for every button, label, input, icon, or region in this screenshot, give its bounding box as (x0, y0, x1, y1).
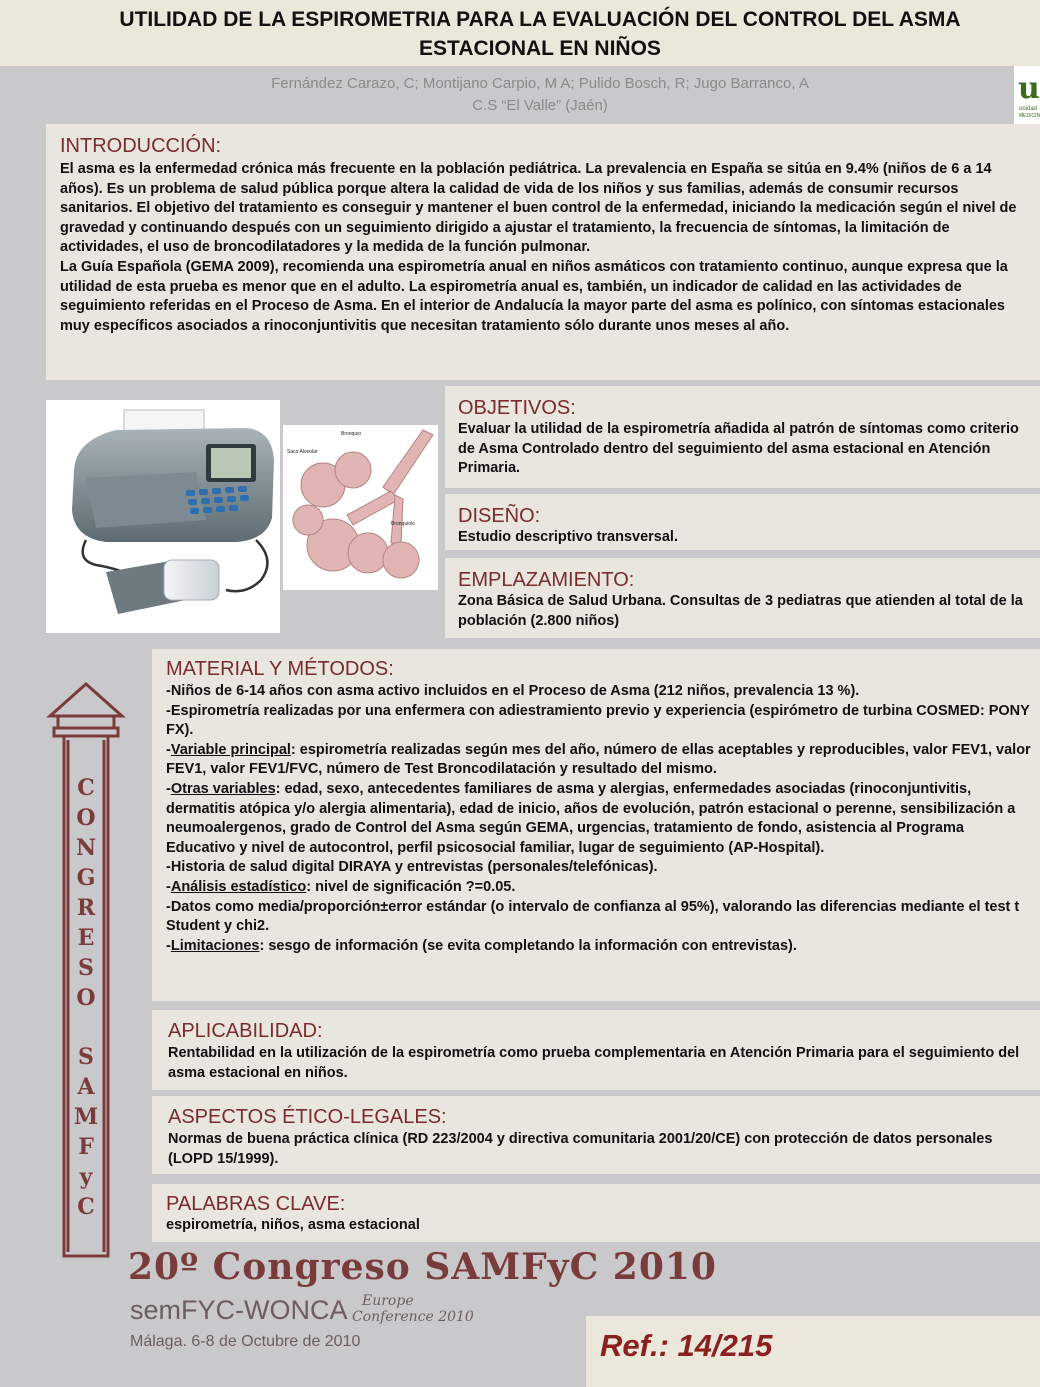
methods-heading: MATERIAL Y MÉTODOS: (166, 658, 394, 680)
congress-title: 20º Congreso SAMFyC 2010 (128, 1246, 717, 1288)
methods-item-label: Análisis estadístico (170, 878, 307, 895)
keywords-panel (152, 1184, 1040, 1242)
methods-item: -Niños de 6-14 años con asma activo incluidos en el Proceso de Asma (212 niños, prevalencia 13 %). (166, 683, 860, 699)
methods-item: -Historia de salud digital DIRAYA y entrevistas (personales/telefónicas). (166, 859, 658, 876)
venue-dates: Málaga. 6-8 de Octubre de 2010 (130, 1333, 361, 1350)
introduction-paragraph-1: El asma es la enfermedad crónica más frecuente en la población pediátrica. La prevalencia en España se sitúa en 9.4% (niños de 6 a 14 años). Es un problema de salud pública porque altera la calidad de vida de los niños y sus familias, además de consumir recursos sanitarios. El objetivo del tratamiento es conseguir y mantener el buen control de la enfermedad, iniciando la medicación según el nivel de gravedad y continuando después con un seguimiento dirigido a ajustar el tratamiento, la frecuencia de síntomas, la limitación de actividades, el uso de broncodilatadores y la medida de la función pulmonar. (60, 161, 1017, 256)
applicability-heading: APLICABILIDAD: (168, 1020, 323, 1042)
vertical-word-samfyc (68, 1042, 104, 1222)
methods-item: -Otras variables: edad, sexo, antecedentes familiares de asma y alergias, enfermedades asociadas (rinoconjuntivitis, dermatitis atópica y/o alergia alimentaria), edad de inicio, años de evolución, patrón estacional o perenne, sensibilización a neumoalergenos, grado de Control del Asma según GEMA, urgencias, tratamiento de fondo, asistencia al Programa Educativo y nivel de autocontrol, perfil psicosocial familiar, lugar de seguimiento (AP-Hospital). (166, 780, 1016, 856)
bronchioles-illustration (283, 425, 438, 590)
sidebar-letter: N (75, 835, 97, 861)
logo-text-2: MEDICIN (1019, 113, 1040, 119)
label-bronquiolo: Bronquiolo (391, 521, 415, 527)
europe-text: Europe (362, 1293, 414, 1309)
introduction-heading: INTRODUCCIÓN: (60, 135, 222, 157)
methods-item: -Análisis estadístico: nivel de significación ?=0.05. (166, 878, 516, 895)
methods-item: -Espirometría realizadas por una enfermera con adiestramiento previo y experiencia (espirómetro de turbina COSMED: PONY FX). (166, 702, 1030, 739)
introduction-paragraph-2: La Guía Española (GEMA 2009), recomienda una espirometría anual en niños asmáticos con tratamiento continuo, aunque expresa que la utilidad de esta prueba es menor que en el adulto. La espirometría anual es, también, un indicador de calidad en las actividades de seguimiento referidas en el Proceso de Asma. En el interior de Andalucía la mayor parte del asma es polínico, con síntomas estacionales muy específicos asociados a rinoconjuntivitis que necesitan tratamiento sólo durante unos meses al año. (60, 258, 1008, 334)
objectives-heading: OBJETIVOS: (458, 397, 576, 419)
sidebar-letter: A (77, 1074, 95, 1100)
setting-panel (445, 558, 1040, 638)
semfyc-wonca-logo-text: semFYC-WONCA (130, 1295, 348, 1325)
sidebar-letter: O (76, 985, 96, 1011)
logo-text-1: unidad (1019, 106, 1038, 112)
sidebar-letter: C (77, 775, 95, 801)
spirometer-illustration (46, 400, 280, 633)
methods-item-label: Variable principal (170, 741, 291, 758)
keywords-text: espirometría, niños, asma estacional (166, 1217, 420, 1233)
health-center: C.S “El Valle” (Jaén) (472, 97, 608, 114)
label-bronquio: Bronquio (341, 431, 362, 437)
ethics-heading: ASPECTOS ÉTICO-LEGALES: (168, 1106, 447, 1128)
sidebar-letter: F (78, 1134, 94, 1160)
poster-title-line1: UTILIDAD DE LA ESPIROMETRIA PARA LA EVALUACIÓN DEL CONTROL DEL ASMA (119, 8, 961, 31)
methods-item-text: : sesgo de información (se evita completando la información con entrevistas). (259, 937, 797, 954)
logo-letter: u (1018, 71, 1040, 106)
reference-number: Ref.: 14/215 (600, 1328, 773, 1363)
sidebar-letter: C (77, 1194, 95, 1220)
design-text: Estudio descriptivo transversal. (458, 529, 678, 545)
methods-item-text: : espirometría realizadas según mes del año, número de ellas aceptables y reproducibles, valor FEV1, valor FEV1, valor FEV1/FVC, número de Test Broncodilatación y resultado del mismo. (166, 741, 1031, 778)
objectives-text: Evaluar la utilidad de la espirometría añadida al patrón de síntomas como criterio de Asma Controlado dentro del seguimiento del asma estacional en Atención Primaria. (458, 421, 1019, 477)
applicability-panel (152, 1010, 1040, 1090)
applicability-text: Rentabilidad en la utilización de la espirometría como prueba complementaria en Atención Primaria para el seguimiento del asma estacional en niños. (168, 1045, 1020, 1081)
conference-text: Conference 2010 (352, 1309, 474, 1325)
sidebar-letter: G (76, 865, 96, 891)
lungs-diagram (283, 425, 438, 590)
authors: Fernández Carazo, C; Montijano Carpio, M A; Pulido Bosch, R; Jugo Barranco, A (271, 75, 809, 92)
methods-item: -Datos como media/proporción±error estándar (o intervalo de confianza al 95%), valorando las diferencias mediante el test t Student y chi2. (166, 898, 1020, 935)
setting-heading: EMPLAZAMIENTO: (458, 569, 635, 591)
methods-item-label: Limitaciones (170, 937, 260, 954)
vertical-word-congreso (68, 773, 104, 1013)
sidebar-letter: R (76, 895, 96, 921)
title-banner (0, 0, 1040, 66)
methods-panel (152, 649, 1040, 1001)
authors-block (190, 73, 890, 117)
label-saco-alveolar: Saco Alveolar (287, 449, 318, 455)
sidebar-letter: E (77, 925, 95, 951)
sidebar-letter: M (73, 1104, 99, 1130)
design-heading: DISEÑO: (458, 505, 541, 527)
sidebar-letter: S (78, 1044, 94, 1070)
introduction-panel (46, 124, 1040, 380)
setting-text: Zona Básica de Salud Urbana. Consultas de 3 pediatras que atienden al total de la población (2.800 niños) (458, 593, 1023, 629)
methods-item: -Variable principal: espirometría realizadas según mes del año, número de ellas aceptables y reproducibles, valor FEV1, valor FEV1, valor FEV1/FVC, número de Test Broncodilatación y resultado del mismo. (166, 741, 1031, 778)
methods-item: -Limitaciones: sesgo de información (se evita completando la información con entrevistas). (166, 937, 797, 954)
methods-item-text: : nivel de significación ?=0.05. (306, 878, 516, 895)
design-panel (445, 494, 1040, 550)
spirometer-image (46, 400, 280, 633)
sidebar-letter: y (79, 1164, 93, 1190)
objectives-panel (445, 386, 1040, 488)
reference-box (586, 1316, 1040, 1387)
poster-title-line2: ESTACIONAL EN NIÑOS (419, 37, 661, 60)
university-logo (1014, 66, 1040, 124)
ethics-text: Normas de buena práctica clínica (RD 223/2004 y directiva comunitaria 2001/20/CE) con protección de datos personales (LOPD 15/1999). (168, 1131, 993, 1167)
methods-item-label: Otras variables (170, 780, 276, 797)
methods-item-text: : edad, sexo, antecedentes familiares de asma y alergias, enfermedades asociadas (rinoconjuntivitis, dermatitis atópica y/o alergia alimentaria), edad de inicio, años de evolución, patrón estacional o perenne, sensibilización a neumoalergenos, grado de Control del Asma según GEMA, urgencias, tratamiento de fondo, asistencia al Programa Educativo y nivel de autocontrol, perfil psicosocial familiar, lugar de seguimiento (AP-Hospital). (166, 780, 1016, 856)
ethics-panel (152, 1096, 1040, 1174)
sidebar-letter: O (76, 805, 96, 831)
sidebar-letter: S (78, 955, 94, 981)
keywords-heading: PALABRAS CLAVE: (166, 1193, 346, 1215)
